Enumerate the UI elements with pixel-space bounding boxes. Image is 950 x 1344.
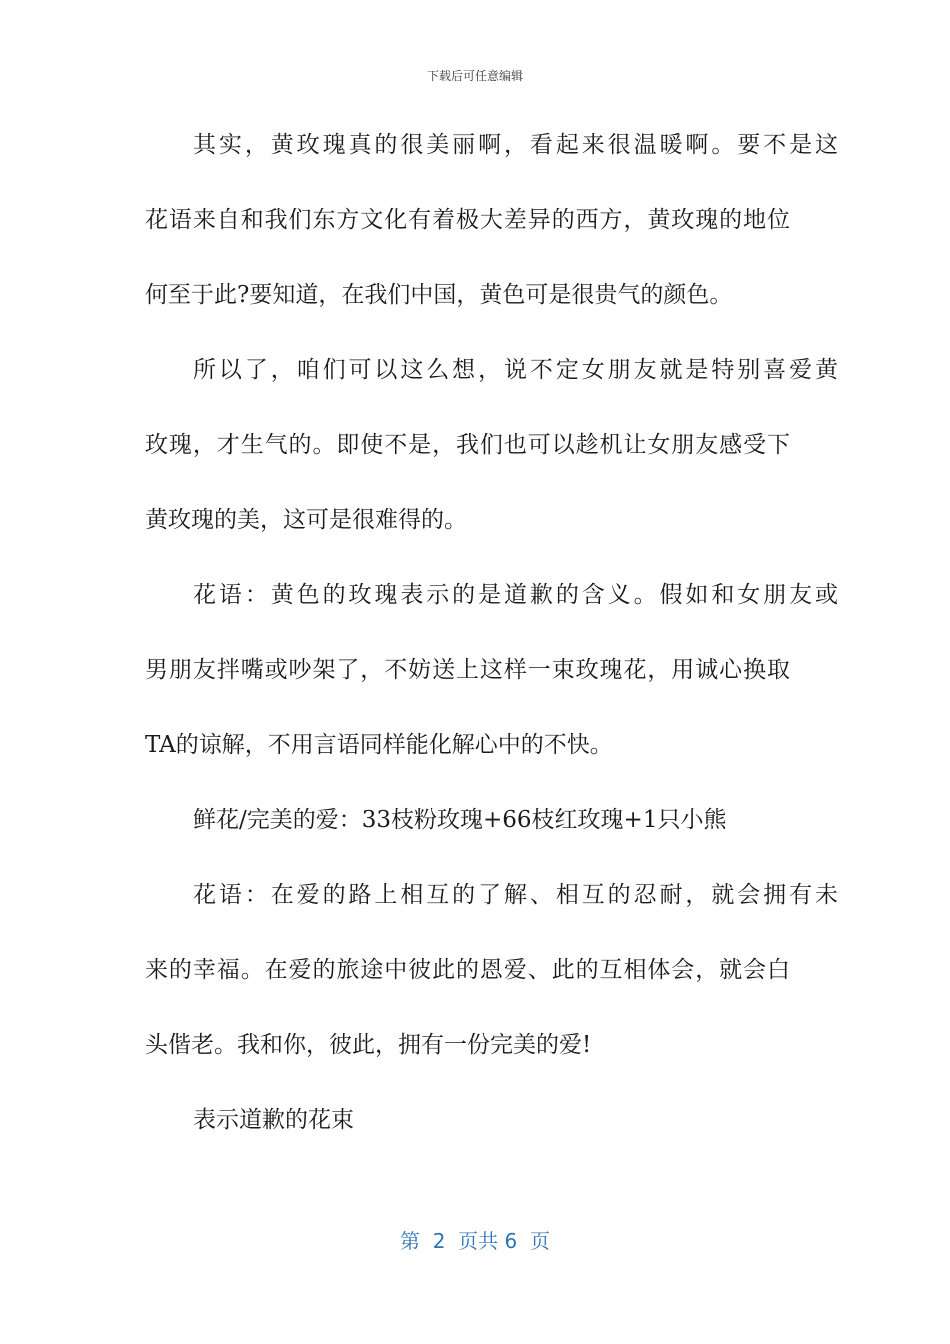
paragraph-line: 花语：在爱的路上相互的了解、相互的忍耐，就会拥有未 bbox=[193, 882, 838, 908]
paragraph-line: 花语：黄色的玫瑰表示的是道歉的含义。假如和女朋友或 bbox=[193, 582, 838, 608]
paragraph-line: 黄玫瑰的美，这可是很难得的。 bbox=[145, 507, 467, 533]
page-number: 第 2 页共 6 页 bbox=[400, 1229, 550, 1253]
paragraph-line: 鲜花/完美的爱：33枝粉玫瑰+66枝红玫瑰+1只小熊 bbox=[193, 807, 727, 833]
paragraph-line: 其实，黄玫瑰真的很美丽啊，看起来很温暖啊。要不是这 bbox=[193, 132, 838, 158]
paragraph-line: 头偕老。我和你，彼此，拥有一份完美的爱! bbox=[145, 1032, 592, 1058]
paragraph-line: 来的幸福。在爱的旅途中彼此的恩爱、此的互相体会，就会白 bbox=[145, 957, 790, 983]
paragraph-line: 何至于此?要知道，在我们中国，黄色可是很贵气的颜色。 bbox=[145, 282, 733, 308]
paragraph-line: 花语来自和我们东方文化有着极大差异的西方，黄玫瑰的地位 bbox=[145, 207, 790, 233]
section-heading: 表示道歉的花束 bbox=[193, 1107, 354, 1133]
paragraph-line: 所以了，咱们可以这么想，说不定女朋友就是特别喜爱黄 bbox=[193, 357, 838, 383]
paragraph-line: 男朋友拌嘴或吵架了，不妨送上这样一束玫瑰花，用诚心换取 bbox=[145, 657, 790, 683]
header-note: 下载后可任意编辑 bbox=[426, 69, 523, 83]
paragraph-line: 玫瑰，才生气的。即使不是，我们也可以趁机让女朋友感受下 bbox=[145, 432, 790, 458]
paragraph-line: TA的谅解，不用言语同样能化解心中的不快。 bbox=[145, 732, 613, 758]
